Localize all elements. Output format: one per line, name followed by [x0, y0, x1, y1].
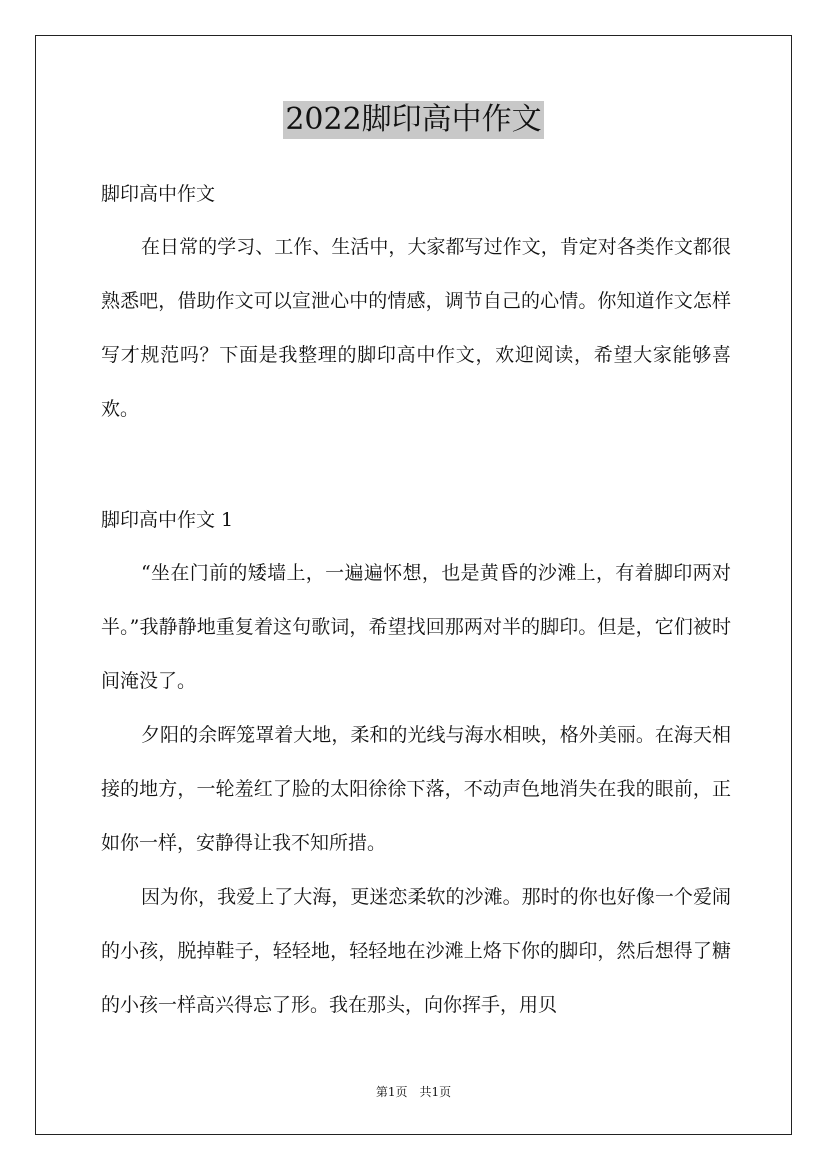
section-heading-1: 脚印高中作文 1 — [101, 509, 234, 531]
body-paragraph-1: “坐在门前的矮墙上，一遍遍怀想，也是黄昏的沙滩上，有着脚印两对半。”我静静地重复着这句歌词，希望找回那两对半的脚印。但是，它们被时间淹没了。 — [101, 562, 731, 692]
subtitle-heading: 脚印高中作文 — [101, 183, 216, 205]
body-paragraph-2: 夕阳的余晖笼罩着大地，柔和的光线与海水相映，格外美丽。在海天相接的地方，一轮羞红了脸的太阳徐徐下落，不动声色地消失在我的眼前，正如你一样，安静得让我不知所措。 — [101, 724, 731, 854]
intro-paragraph: 在日常的学习、工作、生活中，大家都写过作文，肯定对各类作文都很熟悉吧，借助作文可以宣泄心中的情感，调节自己的心情。你知道作文怎样写才规范吗？下面是我整理的脚印高中作文，欢迎阅读，希望大家能够喜欢。 — [101, 236, 731, 420]
document-title: 2022脚印高中作文 — [285, 102, 542, 137]
page-footer: 第1页 共1页 — [375, 1085, 452, 1099]
body-paragraph-3: 因为你，我爱上了大海，更迷恋柔软的沙滩。那时的你也好像一个爱闹的小孩，脱掉鞋子，轻轻地，轻轻地在沙滩上烙下你的脚印，然后想得了糖的小孩一样高兴得忘了形。我在那头，向你挥手，用贝 — [101, 886, 731, 1016]
title-container — [0, 101, 827, 139]
